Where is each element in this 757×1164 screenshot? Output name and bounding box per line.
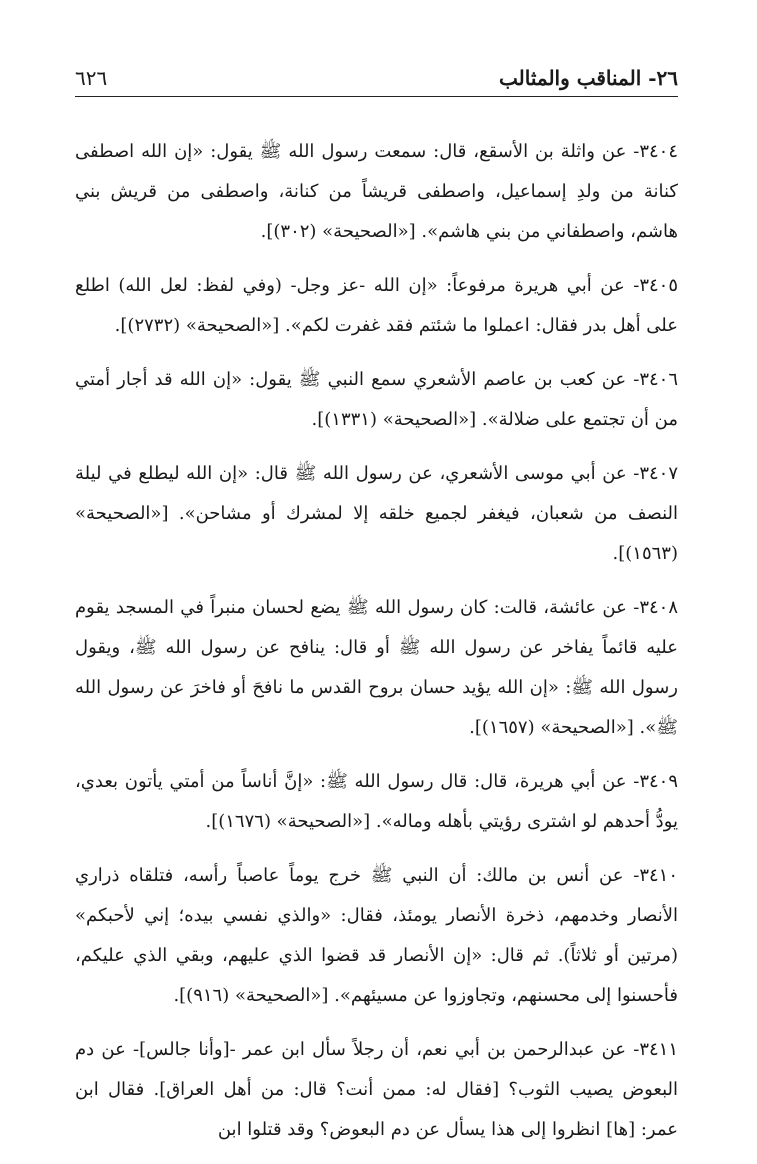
- hadith-number: ٣٤٠٩: [639, 771, 678, 792]
- hadith-text: - عن عبدالرحمن بن أبي نعم، أن رجلاً سأل ابن عمر -[وأنا جالس]- عن دم البعوض يصيب الثوب؟ [فقال له: ممن أنت؟ قال: من أهل العراق]. فقال ابن عمر: [ها] انظروا إلى هذا يسأل عن دم البعوض؟ وقد قتلوا ابن: [75, 1039, 678, 1140]
- hadith-entry: [75, 360, 678, 440]
- hadith-paragraph: [75, 1030, 678, 1150]
- hadith-list: [75, 132, 678, 1164]
- hadith-paragraph: [75, 588, 678, 748]
- hadith-number: ٣٤٠٧: [639, 463, 678, 484]
- hadith-number: ٣٤٠٥: [639, 275, 678, 296]
- hadith-number: ٣٤٠٤: [639, 141, 678, 162]
- hadith-entry: [75, 266, 678, 346]
- hadith-entry: [75, 454, 678, 574]
- hadith-paragraph: [75, 762, 678, 842]
- chapter-title: ٢٦- المناقب والمثالب: [499, 66, 678, 90]
- hadith-paragraph: [75, 266, 678, 346]
- hadith-entry: [75, 856, 678, 1016]
- hadith-text: - عن أبي موسى الأشعري، عن رسول الله ﷺ قال: «إن الله ليطلع في ليلة النصف من شعبان، فيغفر لجميع خلقه إلا لمشرك أو مشاحن». [«الصحيحة» (١٥٦٣)].: [75, 463, 678, 564]
- page-header: [75, 60, 678, 97]
- hadith-text: - عن أبي هريرة مرفوعاً: «إن الله -عز وجل- (وفي لفظ: لعل الله) اطلع على أهل بدر فقال: اعملوا ما شئتم فقد غفرت لكم». [«الصحيحة» (٢٧٣٢)].: [75, 275, 678, 336]
- hadith-entry: [75, 132, 678, 252]
- hadith-entry: [75, 588, 678, 748]
- hadith-paragraph: [75, 132, 678, 252]
- hadith-text: - عن عائشة، قالت: كان رسول الله ﷺ يضع لحسان منبراً في المسجد يقوم عليه قائماً يفاخر عن رسول الله ﷺ أو قال: ينافح عن رسول الله ﷺ، ويقول رسول الله ﷺ: «إن الله يؤيد حسان بروح القدس ما نافحَ أو فاخرَ عن رسول الله ﷺ». [«الصحيحة» (١٦٥٧)].: [75, 597, 678, 738]
- hadith-paragraph: [75, 856, 678, 1016]
- hadith-paragraph: [75, 454, 678, 574]
- hadith-entry: [75, 762, 678, 842]
- hadith-number: ٣٤٠٨: [639, 597, 678, 618]
- hadith-number: ٣٤١١: [639, 1039, 678, 1060]
- hadith-text: - عن أبي هريرة، قال: قال رسول الله ﷺ: «إنَّ أناساً من أمتي يأتون بعدي، يودُّ أحدهم لو اشترى رؤيتي بأهله وماله». [«الصحيحة» (١٦٧٦)].: [75, 771, 678, 832]
- hadith-text: - عن كعب بن عاصم الأشعري سمع النبي ﷺ يقول: «إن الله قد أجار أمتي من أن تجتمع على ضلالة». [«الصحيحة» (١٣٣١)].: [75, 369, 678, 430]
- hadith-text: - عن واثلة بن الأسقع، قال: سمعت رسول الله ﷺ يقول: «إن الله اصطفى كنانة من ولدِ إسماعيل، واصطفى قريشاً من كنانة، واصطفى من قريش بني هاشم، واصطفاني من بني هاشم». [«الصحيحة» (٣٠٢)].: [75, 141, 678, 242]
- page-number: ٦٢٦: [75, 66, 108, 90]
- hadith-number: ٣٤١٠: [639, 865, 679, 886]
- hadith-entry: [75, 1030, 678, 1150]
- hadith-number: ٣٤٠٦: [639, 369, 678, 390]
- hadith-paragraph: [75, 360, 678, 440]
- hadith-text: - عن أنس بن مالك: أن النبي ﷺ خرج يوماً عاصباً رأسه، فتلقاه ذراري الأنصار وخدمهم، ذخرة الأنصار يومئذ، فقال: «والذي نفسي بيده؛ إني لأحبكم» (مرتين أو ثلاثاً). ثم قال: «إن الأنصار قد قضوا الذي عليهم، وبقي الذي عليكم، فأحسنوا إلى محسنهم، وتجاوزوا عن مسيئهم». [«الصحيحة» (٩١٦)].: [75, 865, 678, 1006]
